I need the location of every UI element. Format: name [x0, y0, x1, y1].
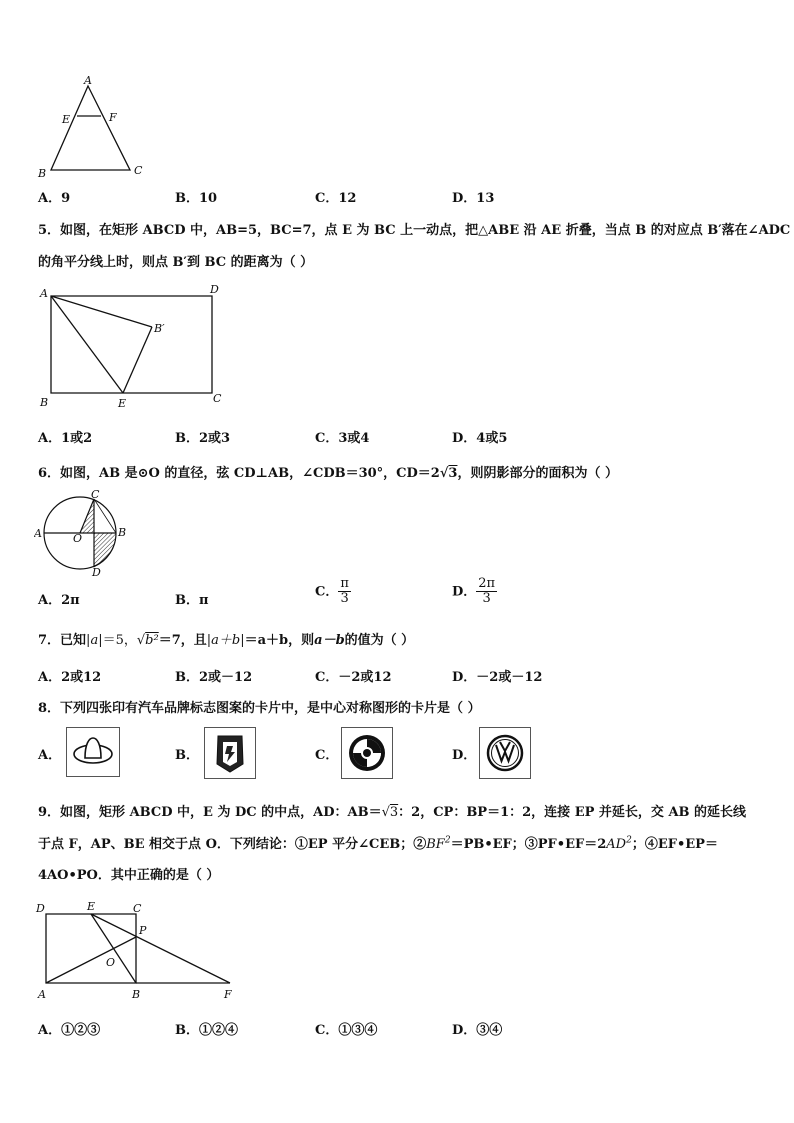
q8-card-b-logo [204, 727, 256, 779]
q7-option-d[interactable]: D．－2或－12 [452, 670, 543, 685]
q9-option-b[interactable]: B．①②④ [175, 1023, 238, 1038]
q4-label-c: C [134, 164, 143, 177]
q9-line2-part2: ＝PB•EF；③PF•EF＝2 [450, 837, 607, 852]
q8-card-a-logo [66, 727, 120, 777]
q9-option-c[interactable]: C．①③④ [315, 1023, 378, 1038]
q4-option-b[interactable]: B．10 [175, 191, 218, 206]
q7-abs-ab: |a＋b| [206, 633, 245, 648]
q6-circle-figure [34, 488, 130, 578]
q8-option-a[interactable]: A． [38, 748, 62, 763]
q7-text-part3: ＝7，且 [158, 633, 207, 648]
q6-option-c[interactable] [315, 577, 351, 607]
q6-label-c: C [91, 488, 100, 501]
q7-abs-ab-expr: a＋b [211, 633, 241, 648]
q7-text-part4: ＝a＋b，则 [244, 633, 315, 648]
q8-card-d-logo [479, 727, 531, 779]
q4-label-b: B [38, 167, 47, 180]
q9-ad-squared: $AD^2$ [606, 835, 632, 852]
q5-text-line1: 5．如图，在矩形 ABCD 中，AB=5，BC=7，点 E 为 BC 上一动点，把△ABE 沿 AE 折叠，当点 B 的对应点 B′落在∠ADC [38, 223, 791, 238]
q9-bf: BF [426, 837, 445, 852]
q7-abs-a: |a| [86, 633, 103, 648]
q9-sqrt-arg: 3 [389, 805, 399, 820]
q6-option-d-num: 2π [478, 576, 496, 591]
q9-label-o: O [106, 956, 116, 969]
q7-sqrt-b: √b² [136, 633, 159, 648]
q9-rectangle-figure [34, 896, 244, 1008]
q7-option-c[interactable]: C．－2或12 [315, 670, 392, 685]
q9-label-e: E [87, 900, 96, 913]
q6-option-d-label: D． [452, 584, 477, 600]
q5-option-b[interactable]: B．2或3 [175, 431, 231, 446]
q9-label-f: F [224, 988, 232, 1001]
q8-logo-d-icon [480, 728, 530, 778]
q6-label-a: A [34, 527, 42, 540]
q6-text-prefix: 6．如图，AB 是⊙O 的直径，弦 CD⊥AB，∠CDB＝30°，CD＝2 [38, 466, 440, 481]
q9-option-d[interactable]: D．③④ [452, 1023, 503, 1038]
q6-sqrt-arg: 3 [448, 466, 458, 481]
q4-label-a: A [84, 74, 92, 87]
q7-expr: a－b [314, 633, 345, 648]
q5-label-a: A [40, 287, 48, 300]
q4-triangle-figure [30, 74, 160, 182]
q7-abs-a-var: a [90, 633, 99, 648]
q6-label-b: B [118, 526, 127, 539]
q9-text-line3: 4AO•PO．其中正确的是（ ） [38, 868, 220, 883]
q9-label-p: P [139, 924, 147, 937]
q8-option-d[interactable]: D． [452, 748, 477, 763]
q6-option-d-fraction [476, 577, 497, 607]
q9-ad: AD [606, 837, 627, 852]
q7-text-part5: 的值为（ ） [344, 633, 415, 648]
q6-option-c-num: π [340, 576, 349, 591]
q6-option-c-label: C． [315, 584, 339, 600]
q6-option-a[interactable]: A．2π [38, 593, 80, 608]
q9-option-a[interactable]: A．①②③ [38, 1023, 101, 1038]
q4-option-d[interactable]: D．13 [452, 191, 495, 206]
q7-option-b[interactable]: B．2或－12 [175, 670, 253, 685]
q4-label-f: F [109, 111, 117, 124]
q6-label-o: O [73, 532, 83, 545]
q9-line1-part1: 9．如图，矩形 ABCD 中，E 为 DC 的中点，AD：AB＝ [38, 805, 382, 820]
q4-label-e: E [62, 113, 71, 126]
q6-label-d: D [92, 566, 101, 578]
q9-line2-part1: 于点 F，AP、BE 相交于点 O．下列结论：①EP 平分∠CEB；② [38, 837, 427, 852]
q6-option-b[interactable]: B．π [175, 593, 209, 608]
q8-logo-b-icon [205, 728, 255, 778]
q9-label-a: A [38, 988, 46, 1001]
q5-option-c[interactable]: C．3或4 [315, 431, 370, 446]
q8-logo-c-icon [342, 728, 392, 778]
q6-text [38, 462, 618, 481]
q5-option-a[interactable]: A．1或2 [38, 431, 93, 446]
q8-option-c[interactable]: C． [315, 748, 339, 763]
q5-label-d: D [210, 283, 219, 296]
q5-label-bprime: B′ [154, 322, 165, 335]
q8-option-b[interactable]: B． [175, 748, 199, 763]
q9-label-d: D [36, 902, 45, 915]
q6-option-d[interactable] [452, 577, 497, 607]
q5-label-c: C [213, 392, 222, 405]
q7-option-a[interactable]: A．2或12 [38, 670, 102, 685]
q9-bf-squared: $BF^2$ [426, 835, 451, 852]
q7-text [38, 629, 414, 648]
q9-line2-part3: ；④EF•EP＝ [631, 837, 718, 852]
q4-option-c[interactable]: C．12 [315, 191, 357, 206]
q5-label-e: E [118, 397, 127, 410]
q9-label-c: C [133, 902, 142, 915]
q9-text-line1 [38, 801, 746, 820]
q7-text-part2: ＝5， [102, 633, 137, 648]
q7-text-part1: 7．已知 [38, 633, 87, 648]
q6-option-c-fraction [338, 577, 351, 607]
q5-option-d[interactable]: D．4或5 [452, 431, 508, 446]
q9-line1-part2: ：2，CP：BP＝1：2，连接 EP 并延长，交 AB 的延长线 [398, 805, 747, 820]
q7-sqrt-b-arg: b² [145, 633, 159, 648]
q6-sqrt: √3 [439, 466, 458, 481]
q8-logo-a-icon [67, 728, 119, 776]
q8-card-c-logo [341, 727, 393, 779]
q8-text: 8．下列四张印有汽车品牌标志图案的卡片中，是中心对称图形的卡片是（ ） [38, 701, 481, 716]
q4-option-a[interactable]: A．9 [38, 191, 71, 206]
q9-sqrt: √3 [381, 805, 399, 820]
q9-text-line2 [38, 833, 718, 852]
q6-option-d-den: 3 [482, 591, 491, 607]
q5-label-b: B [40, 396, 49, 409]
q5-text-line2: 的角平分线上时，则点 B′到 BC 的距离为（ ） [38, 255, 314, 270]
q6-text-suffix: ，则阴影部分的面积为（ ） [457, 466, 618, 481]
q6-option-c-den: 3 [340, 591, 349, 607]
q5-rectangle-figure [34, 282, 234, 410]
q9-label-b: B [132, 988, 141, 1001]
